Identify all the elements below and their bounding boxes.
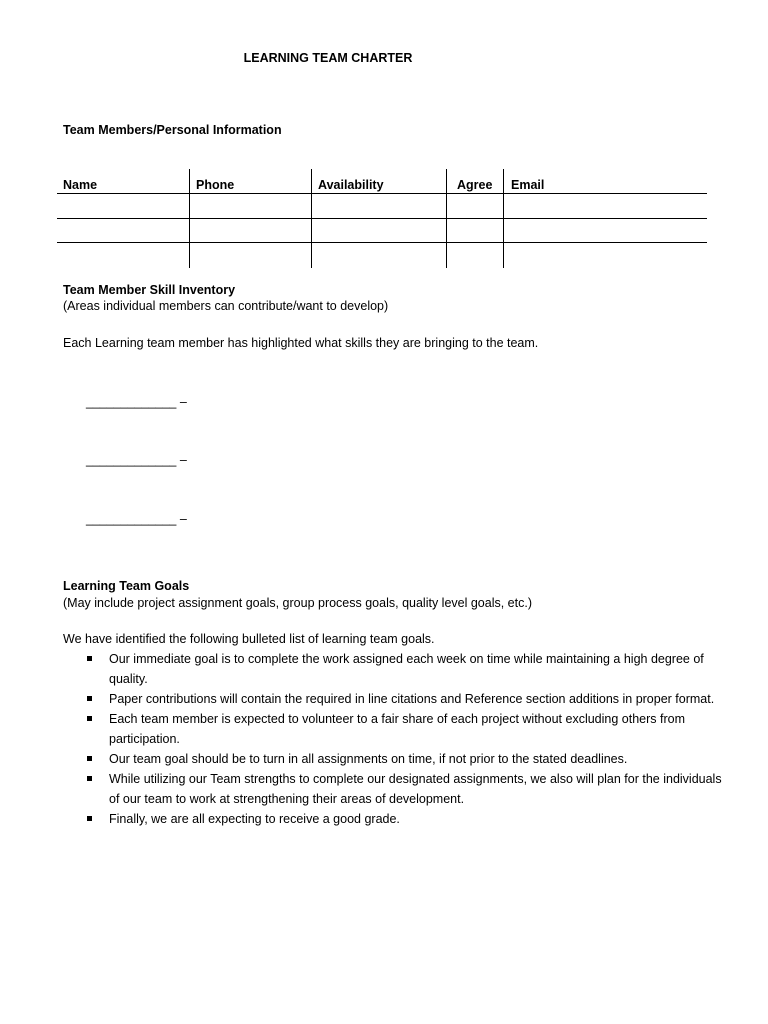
square-bullet-icon xyxy=(87,696,92,701)
members-table xyxy=(57,169,707,268)
square-bullet-icon xyxy=(87,756,92,761)
square-bullet-icon xyxy=(87,656,92,661)
skill-blank-line: _____________ – xyxy=(86,395,187,409)
goal-text: Finally, we are all expecting to receive a good grade. xyxy=(109,812,400,827)
column-header-phone: Phone xyxy=(196,178,235,192)
list-item xyxy=(63,710,723,750)
list-item xyxy=(63,750,723,770)
goal-text: Our immediate goal is to complete the work assigned each week on time while maintaining a high degree of quality. xyxy=(109,652,704,686)
table-column-divider xyxy=(503,169,504,268)
table-row-rule xyxy=(57,242,707,243)
goal-text: Each team member is expected to volunteer to a fair share of each project without excluding others from participation. xyxy=(109,712,685,746)
goal-text: Paper contributions will contain the required in line citations and Reference section additions in proper format. xyxy=(109,691,715,706)
table-column-divider xyxy=(311,169,312,268)
table-column-divider xyxy=(446,169,447,268)
column-header-name: Name xyxy=(63,178,98,192)
skills-intro: Each Learning team member has highlighted what skills they are bringing to the team. xyxy=(63,336,539,350)
column-header-agree: Agree xyxy=(457,178,493,192)
column-header-email: Email xyxy=(511,178,545,192)
table-header-rule xyxy=(57,193,707,194)
goal-text: While utilizing our Team strengths to complete our designated assignments, we also will plan for the individuals of our team to work at strengthening their areas of development. xyxy=(109,772,722,807)
skills-heading: Team Member Skill Inventory xyxy=(63,283,236,297)
list-item xyxy=(63,770,723,810)
square-bullet-icon xyxy=(87,816,92,821)
skill-blank-line: _____________ – xyxy=(86,453,187,467)
table-row-rule xyxy=(57,218,707,219)
square-bullet-icon xyxy=(87,716,92,721)
list-item xyxy=(63,650,723,690)
goals-heading: Learning Team Goals xyxy=(63,579,190,593)
goals-list xyxy=(63,650,723,831)
members-heading: Team Members/Personal Information xyxy=(63,123,282,137)
skills-subheading: (Areas individual members can contribute/want to develop) xyxy=(63,299,389,313)
goal-text: Our team goal should be to turn in all assignments on time, if not prior to the stated deadlines. xyxy=(109,752,628,767)
list-item xyxy=(63,810,723,830)
goals-intro: We have identified the following bulleted list of learning team goals. xyxy=(63,632,435,646)
goals-subheading: (May include project assignment goals, group process goals, quality level goals, etc.) xyxy=(63,596,532,610)
document-title: LEARNING TEAM CHARTER xyxy=(243,51,413,65)
square-bullet-icon xyxy=(87,776,92,781)
list-item xyxy=(63,690,723,710)
skill-blank-line: _____________ – xyxy=(86,512,187,526)
table-column-divider xyxy=(189,169,190,268)
column-header-availability: Availability xyxy=(318,178,384,192)
